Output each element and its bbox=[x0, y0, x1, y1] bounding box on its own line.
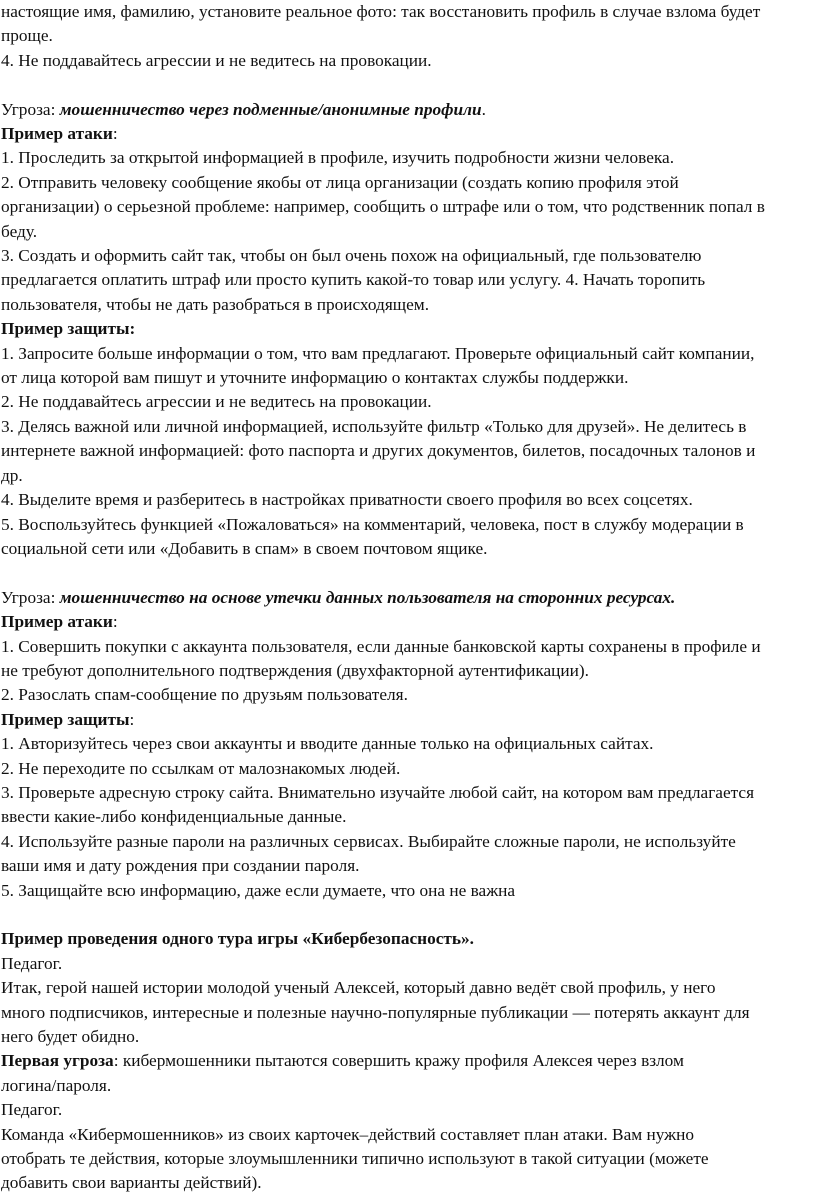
threat-label: Угроза: bbox=[1, 99, 60, 119]
threat1-attack-line: пользователя, чтобы не дать разобраться в происходящем. bbox=[1, 294, 430, 314]
spacer bbox=[1, 903, 810, 927]
threat1-defense-line: 4. Выделите время и разберитесь в настройках приватности своего профиля во всех соцсетях. bbox=[1, 490, 693, 510]
attack-heading-label: Пример атаки bbox=[1, 124, 113, 144]
threat1-heading bbox=[1, 98, 810, 122]
threat1-attack-line: 3. Создать и оформить сайт так, чтобы он был очень похож на официальный, где пользователю bbox=[1, 246, 702, 266]
threat1-defense-line: от лица которой вам пишут и уточните информацию о контактах службы поддержки. bbox=[1, 368, 629, 388]
example-paragraph-line: много подписчиков, интересные и полезные научно-популярные публикации — потерять аккаунт для bbox=[1, 1002, 750, 1022]
threat2-attack-line: 1. Совершить покупки с аккаунта пользователя, если данные банковской карты сохранены в профиле и bbox=[1, 636, 761, 656]
defense-heading-label: Пример защиты bbox=[1, 709, 130, 729]
threat2-attack-line: не требуют дополнительного подтверждения (двухфакторной аутентификации). bbox=[1, 660, 589, 680]
threat1-attack-heading bbox=[1, 122, 810, 146]
threat2-defense-line: ваши имя и дату рождения при создании пароля. bbox=[1, 856, 360, 876]
threat1-defense-line: др. bbox=[1, 465, 23, 485]
first-threat-text: : кибермошенники пытаются совершить кражу профиля Алексея через взлом bbox=[113, 1051, 684, 1071]
threat1-defense-line: социальной сети или «Добавить в спам» в своем почтовом ящике. bbox=[1, 538, 488, 558]
example-paragraph-line: Команда «Кибермошенников» из своих карточек–действий составляет план атаки. Вам нужно bbox=[1, 1124, 694, 1144]
first-threat-line bbox=[1, 1049, 810, 1073]
intro-item-4: 4. Не поддавайтесь агрессии и не ведитесь на провокации. bbox=[1, 50, 432, 70]
threat2-heading bbox=[1, 586, 810, 610]
attack-heading-label: Пример атаки bbox=[1, 612, 113, 632]
intro-line-1: настоящие имя, фамилию, установите реальное фото: так восстановить профиль в случае взлома будет bbox=[1, 2, 761, 21]
example-heading: Пример проведения одного тура игры «Кибербезопасность». bbox=[1, 929, 475, 949]
threat2-defense-line: 5. Защищайте всю информацию, даже если думаете, что она не важна bbox=[1, 880, 516, 900]
example-paragraph-line: отобрать те действия, которые злоумышленники типично используют в такой ситуации (можете bbox=[1, 1149, 709, 1169]
threat-label: Угроза: bbox=[1, 587, 60, 607]
threat1-attack-line: 1. Проследить за открытой информацией в профиле, изучить подробности жизни человека. bbox=[1, 148, 675, 168]
threat1-attack-line: организации) о серьезной проблеме: например, сообщить о штрафе или о том, что родственник попал в bbox=[1, 197, 765, 217]
threat1-defense-line: 2. Не поддавайтесь агрессии и не ведитесь на провокации. bbox=[1, 392, 432, 412]
threat2-defense-line: 1. Авторизуйтесь через свои аккаунты и вводите данные только на официальных сайтах. bbox=[1, 734, 654, 754]
spacer bbox=[1, 73, 810, 97]
threat2-attack-heading bbox=[1, 610, 810, 634]
example-paragraph-line: добавить свои варианты действий). bbox=[1, 1173, 262, 1193]
speaker-label: Педагог. bbox=[1, 1100, 63, 1120]
spacer bbox=[1, 561, 810, 585]
threat1-attack-line: беду. bbox=[1, 221, 38, 241]
threat2-defense-heading bbox=[1, 708, 810, 732]
threat2-defense-line: 4. Используйте разные пароли на различных сервисах. Выбирайте сложные пароли, не используйте bbox=[1, 831, 736, 851]
defense-heading-colon: : bbox=[129, 709, 135, 729]
intro-line-2: проще. bbox=[1, 26, 53, 46]
threat2-defense-line: 3. Проверьте адресную строку сайта. Внимательно изучайте любой сайт, на котором вам предлагается bbox=[1, 782, 755, 802]
example-paragraph-line: Итак, герой нашей истории молодой ученый Алексей, который давно ведёт свой профиль, у него bbox=[1, 978, 716, 998]
threat1-defense-heading: Пример защиты: bbox=[1, 319, 136, 339]
threat1-defense-line: интернете важной информацией: фото паспорта и других документов, билетов, посадочных талонов и bbox=[1, 441, 756, 461]
threat2-defense-line: 2. Не переходите по ссылкам от малознакомых людей. bbox=[1, 758, 401, 778]
attack-heading-colon: : bbox=[112, 124, 118, 144]
threat2-title: мошенничество на основе утечки данных пользователя на сторонних ресурсах. bbox=[59, 587, 676, 607]
threat1-attack-line: 2. Отправить человеку сообщение якобы от лица организации (создать копию профиля этой bbox=[1, 172, 679, 192]
threat1-defense-line: 3. Делясь важной или личной информацией, используйте фильтр «Только для друзей». Не делитесь в bbox=[1, 416, 747, 436]
first-threat-label: Первая угроза bbox=[1, 1051, 114, 1071]
threat1-defense-line: 5. Воспользуйтесь функцией «Пожаловаться» на комментарий, человека, пост в службу модерации в bbox=[1, 514, 744, 534]
speaker-label: Педагог. bbox=[1, 953, 63, 973]
threat1-title: мошенничество через подменные/анонимные профили bbox=[59, 99, 482, 119]
threat2-attack-line: 2. Разослать спам-сообщение по друзьям пользователя. bbox=[1, 685, 408, 705]
threat1-attack-line: предлагается оплатить штраф или просто купить какой-то товар или услугу. 4. Начать торопить bbox=[1, 270, 706, 290]
threat1-defense-line: 1. Запросите больше информации о том, что вам предлагают. Проверьте официальный сайт компании, bbox=[1, 343, 755, 363]
attack-heading-colon: : bbox=[112, 612, 118, 632]
threat1-title-suffix: . bbox=[481, 99, 486, 119]
example-paragraph-line: него будет обидно. bbox=[1, 1027, 140, 1047]
threat2-defense-line: ввести какие-либо конфиденциальные данные. bbox=[1, 807, 347, 827]
first-threat-line-2: логина/пароля. bbox=[1, 1075, 112, 1095]
